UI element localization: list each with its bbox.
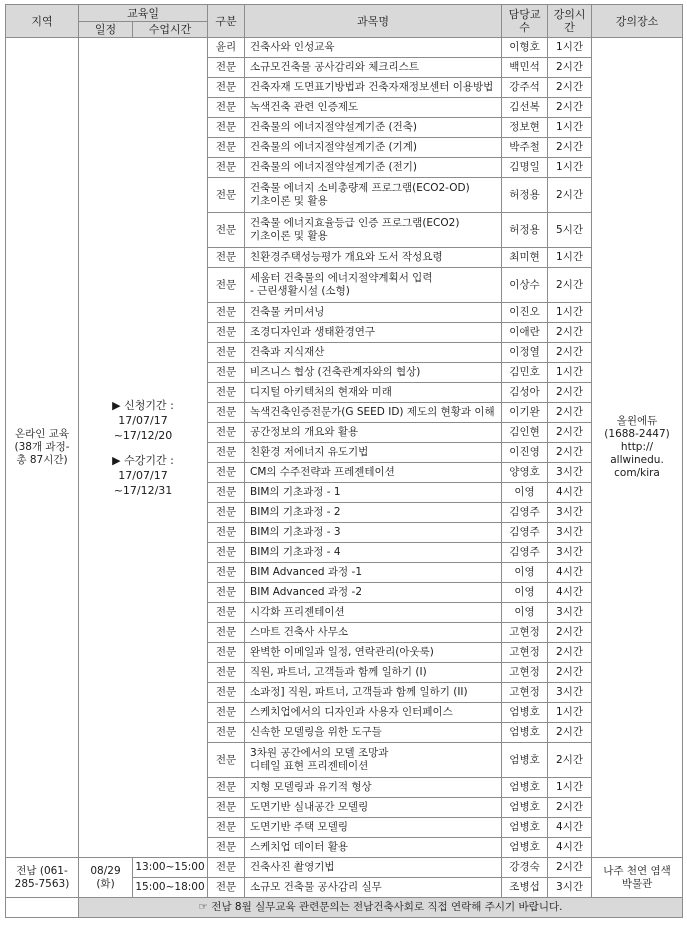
course-name-cell: 건축사와 인성교육 <box>245 38 502 58</box>
category-cell: 전문 <box>208 268 245 303</box>
course-name-cell: 녹색건축 관련 인증제도 <box>245 98 502 118</box>
instructor-cell: 이형호 <box>502 38 548 58</box>
instructor-cell: 김영주 <box>502 503 548 523</box>
hours-cell: 4시간 <box>548 563 592 583</box>
header-schedule: 일정 <box>79 22 133 38</box>
hours-cell: 2시간 <box>548 623 592 643</box>
instructor-cell: 김명일 <box>502 158 548 178</box>
course-name-cell: 건축물의 에너지절약설계기준 (기계) <box>245 138 502 158</box>
course-name-cell: 스케치업에서의 디자인과 사용자 인터페이스 <box>245 703 502 723</box>
class-time-cell: 13:00~15:00 <box>133 858 208 878</box>
instructor-cell: 엄병호 <box>502 818 548 838</box>
instructor-cell: 엄병호 <box>502 703 548 723</box>
instructor-cell: 백민석 <box>502 58 548 78</box>
hours-cell: 3시간 <box>548 523 592 543</box>
category-cell: 전문 <box>208 118 245 138</box>
category-cell: 전문 <box>208 858 245 878</box>
course-schedule-table <box>5 4 683 918</box>
table-body <box>6 38 683 918</box>
course-name-cell: 친환경주택성능평가 개요와 도서 작성요령 <box>245 248 502 268</box>
take-period-label: ▶ 수강기간 : <box>112 453 174 467</box>
instructor-cell: 이진오 <box>502 303 548 323</box>
instructor-cell: 허정용 <box>502 213 548 248</box>
course-name-cell: 도면기반 주택 모델링 <box>245 818 502 838</box>
course-name-cell: 시각화 프리젠테이션 <box>245 603 502 623</box>
category-cell: 전문 <box>208 663 245 683</box>
course-name-cell: 소규모 건축물 공사감리 실무 <box>245 878 502 898</box>
instructor-cell: 이애란 <box>502 323 548 343</box>
hours-cell: 1시간 <box>548 158 592 178</box>
hours-cell: 2시간 <box>548 178 592 213</box>
jeonnam-region-cell: 전남 (061- 285-7563) <box>6 858 79 898</box>
hours-cell: 3시간 <box>548 683 592 703</box>
instructor-cell: 이정열 <box>502 343 548 363</box>
instructor-cell: 허정용 <box>502 178 548 213</box>
hours-cell: 2시간 <box>548 323 592 343</box>
hours-cell: 3시간 <box>548 878 592 898</box>
hours-cell: 1시간 <box>548 118 592 138</box>
header-edu-day: 교육일 <box>79 5 208 22</box>
course-name-cell: 스케치업 데이터 활용 <box>245 838 502 858</box>
course-name-cell: 비즈니스 협상 (건축관계자와의 협상) <box>245 363 502 383</box>
course-name-cell: 건축물의 에너지절약설계기준 (건축) <box>245 118 502 138</box>
category-cell: 전문 <box>208 303 245 323</box>
hours-cell: 2시간 <box>548 443 592 463</box>
instructor-cell: 이영 <box>502 483 548 503</box>
hours-cell: 1시간 <box>548 38 592 58</box>
hours-cell: 2시간 <box>548 343 592 363</box>
course-name-cell: 공간정보의 개요와 활용 <box>245 423 502 443</box>
course-name-cell: 스마트 건축사 사무소 <box>245 623 502 643</box>
category-cell: 전문 <box>208 138 245 158</box>
hours-cell: 2시간 <box>548 383 592 403</box>
course-name-cell: 녹색건축인증전문가(G SEED ID) 제도의 현황과 이해 <box>245 403 502 423</box>
course-name-cell: BIM Advanced 과정 -2 <box>245 583 502 603</box>
apply-period-value: 17/07/17 ~17/12/20 <box>113 413 173 442</box>
instructor-cell: 이진영 <box>502 443 548 463</box>
category-cell: 전문 <box>208 423 245 443</box>
instructor-cell: 엄병호 <box>502 798 548 818</box>
course-name-cell: 직원, 파트너, 고객들과 함께 일하기 (I) <box>245 663 502 683</box>
hours-cell: 3시간 <box>548 503 592 523</box>
course-name-cell: 3차원 공간에서의 모델 조망과 디테일 표현 프리젠테이션 <box>245 743 502 778</box>
course-name-cell: 조경디자인과 생태환경연구 <box>245 323 502 343</box>
course-name-cell: 친환경 저에너지 유도기법 <box>245 443 502 463</box>
hours-cell: 3시간 <box>548 543 592 563</box>
category-cell: 전문 <box>208 703 245 723</box>
hours-cell: 1시간 <box>548 778 592 798</box>
instructor-cell: 양영호 <box>502 463 548 483</box>
table-row <box>6 38 683 58</box>
category-cell: 전문 <box>208 743 245 778</box>
category-cell: 전문 <box>208 623 245 643</box>
take-period-block <box>81 453 205 498</box>
hours-cell: 3시간 <box>548 603 592 623</box>
hours-cell: 2시간 <box>548 858 592 878</box>
hours-cell: 2시간 <box>548 268 592 303</box>
instructor-cell: 엄병호 <box>502 838 548 858</box>
take-period-value: 17/07/17 ~17/12/31 <box>113 468 173 497</box>
jeonnam-place-cell: 나주 천연 염색 박물관 <box>592 858 683 898</box>
category-cell: 전문 <box>208 178 245 213</box>
category-cell: 전문 <box>208 523 245 543</box>
course-name-cell: 건축물 에너지 소비총량제 프로그램(ECO2-OD) 기초이론 및 활용 <box>245 178 502 213</box>
course-name-cell: BIM의 기초과정 - 2 <box>245 503 502 523</box>
apply-period-block <box>81 398 205 443</box>
category-cell: 전문 <box>208 818 245 838</box>
category-cell: 전문 <box>208 383 245 403</box>
hours-cell: 2시간 <box>548 138 592 158</box>
hours-cell: 1시간 <box>548 303 592 323</box>
instructor-cell: 강주석 <box>502 78 548 98</box>
header-course: 과목명 <box>245 5 502 38</box>
instructor-cell: 강경숙 <box>502 858 548 878</box>
instructor-cell: 엄병호 <box>502 743 548 778</box>
hours-cell: 2시간 <box>548 643 592 663</box>
course-name-cell: 디지털 아키텍처의 현재와 미래 <box>245 383 502 403</box>
course-name-cell: 도면기반 실내공간 모델링 <box>245 798 502 818</box>
course-name-cell: 건축물 에너지효율등급 인증 프로그램(ECO2) 기초이론 및 활용 <box>245 213 502 248</box>
instructor-cell: 이기완 <box>502 403 548 423</box>
instructor-cell: 김영주 <box>502 523 548 543</box>
category-cell: 전문 <box>208 248 245 268</box>
category-cell: 전문 <box>208 98 245 118</box>
hours-cell: 1시간 <box>548 363 592 383</box>
hours-cell: 2시간 <box>548 98 592 118</box>
category-cell: 전문 <box>208 583 245 603</box>
course-name-cell: 소과정] 직원, 파트너, 고객들과 함께 일하기 (II) <box>245 683 502 703</box>
category-cell: 전문 <box>208 78 245 98</box>
category-cell: 전문 <box>208 778 245 798</box>
category-cell: 전문 <box>208 463 245 483</box>
category-cell: 전문 <box>208 58 245 78</box>
course-name-cell: 신속한 모델링을 위한 도구들 <box>245 723 502 743</box>
hours-cell: 2시간 <box>548 723 592 743</box>
category-cell: 전문 <box>208 363 245 383</box>
hours-cell: 2시간 <box>548 78 592 98</box>
contact-note: ☞ 전남 8월 실무교육 관련문의는 전남건축사회로 직접 연락해 주시기 바랍니다. <box>79 898 683 918</box>
category-cell: 전문 <box>208 213 245 248</box>
online-schedule-cell <box>79 38 208 858</box>
hours-cell: 2시간 <box>548 58 592 78</box>
header-instructor: 담당교수 <box>502 5 548 38</box>
table-row <box>6 858 683 878</box>
category-cell: 전문 <box>208 878 245 898</box>
header-place: 강의장소 <box>592 5 683 38</box>
note-row <box>6 898 683 918</box>
course-name-cell: BIM Advanced 과정 -1 <box>245 563 502 583</box>
course-name-cell: BIM의 기초과정 - 3 <box>245 523 502 543</box>
header-hours: 강의시간 <box>548 5 592 38</box>
course-name-cell: 건축과 지식재산 <box>245 343 502 363</box>
course-name-cell: BIM의 기초과정 - 4 <box>245 543 502 563</box>
online-place-cell: 올윈에듀 (1688-2447) http:// allwinedu. com/kira <box>592 38 683 858</box>
category-cell: 전문 <box>208 323 245 343</box>
course-name-cell: 건축물의 에너지절약설계기준 (전기) <box>245 158 502 178</box>
instructor-cell: 조병섭 <box>502 878 548 898</box>
note-spacer <box>6 898 79 918</box>
instructor-cell: 고현정 <box>502 683 548 703</box>
hours-cell: 1시간 <box>548 703 592 723</box>
instructor-cell: 정보현 <box>502 118 548 138</box>
class-time-cell: 15:00~18:00 <box>133 878 208 898</box>
instructor-cell: 이영 <box>502 603 548 623</box>
instructor-cell: 엄병호 <box>502 778 548 798</box>
hours-cell: 4시간 <box>548 583 592 603</box>
instructor-cell: 최미현 <box>502 248 548 268</box>
course-name-cell: 건축사진 촬영기법 <box>245 858 502 878</box>
category-cell: 전문 <box>208 603 245 623</box>
instructor-cell: 김인현 <box>502 423 548 443</box>
apply-period-label: ▶ 신청기간 : <box>112 398 174 412</box>
category-cell: 전문 <box>208 543 245 563</box>
hours-cell: 1시간 <box>548 248 592 268</box>
hours-cell: 2시간 <box>548 798 592 818</box>
category-cell: 전문 <box>208 158 245 178</box>
header-class-time: 수업시간 <box>133 22 208 38</box>
course-name-cell: 지형 모델링과 유기적 형상 <box>245 778 502 798</box>
hours-cell: 2시간 <box>548 663 592 683</box>
instructor-cell: 엄병호 <box>502 723 548 743</box>
hours-cell: 5시간 <box>548 213 592 248</box>
instructor-cell: 김영주 <box>502 543 548 563</box>
category-cell: 전문 <box>208 683 245 703</box>
hours-cell: 3시간 <box>548 463 592 483</box>
instructor-cell: 박주철 <box>502 138 548 158</box>
instructor-cell: 고현정 <box>502 643 548 663</box>
instructor-cell: 고현정 <box>502 623 548 643</box>
hours-cell: 4시간 <box>548 838 592 858</box>
category-cell: 전문 <box>208 443 245 463</box>
course-name-cell: 완벽한 이메일과 일정, 연락관리(아웃룩) <box>245 643 502 663</box>
hours-cell: 4시간 <box>548 818 592 838</box>
category-cell: 전문 <box>208 503 245 523</box>
instructor-cell: 이영 <box>502 563 548 583</box>
hours-cell: 2시간 <box>548 423 592 443</box>
course-name-cell: 건축자재 도면표기방법과 건축자재정보센터 이용방법 <box>245 78 502 98</box>
course-name-cell: CM의 수주전략과 프레젠테이션 <box>245 463 502 483</box>
instructor-cell: 고현정 <box>502 663 548 683</box>
category-cell: 전문 <box>208 563 245 583</box>
category-cell: 전문 <box>208 723 245 743</box>
category-cell: 전문 <box>208 798 245 818</box>
header-region: 지역 <box>6 5 79 38</box>
hours-cell: 4시간 <box>548 483 592 503</box>
instructor-cell: 김선복 <box>502 98 548 118</box>
category-cell: 전문 <box>208 838 245 858</box>
category-cell: 윤리 <box>208 38 245 58</box>
online-region-cell: 온라인 교육 (38개 과정- 총 87시간) <box>6 38 79 858</box>
course-name-cell: 소규모건축물 공사감리와 체크리스트 <box>245 58 502 78</box>
instructor-cell: 이상수 <box>502 268 548 303</box>
instructor-cell: 김민호 <box>502 363 548 383</box>
category-cell: 전문 <box>208 643 245 663</box>
hours-cell: 2시간 <box>548 403 592 423</box>
instructor-cell: 김성아 <box>502 383 548 403</box>
instructor-cell: 이영 <box>502 583 548 603</box>
header-category: 구분 <box>208 5 245 38</box>
course-name-cell: BIM의 기초과정 - 1 <box>245 483 502 503</box>
category-cell: 전문 <box>208 483 245 503</box>
category-cell: 전문 <box>208 343 245 363</box>
jeonnam-date-cell: 08/29 (화) <box>79 858 133 898</box>
hours-cell: 2시간 <box>548 743 592 778</box>
category-cell: 전문 <box>208 403 245 423</box>
course-name-cell: 건축물 커미셔닝 <box>245 303 502 323</box>
course-name-cell: 세움터 건축물의 에너지절약계획서 입력 - 근린생활시설 (소형) <box>245 268 502 303</box>
